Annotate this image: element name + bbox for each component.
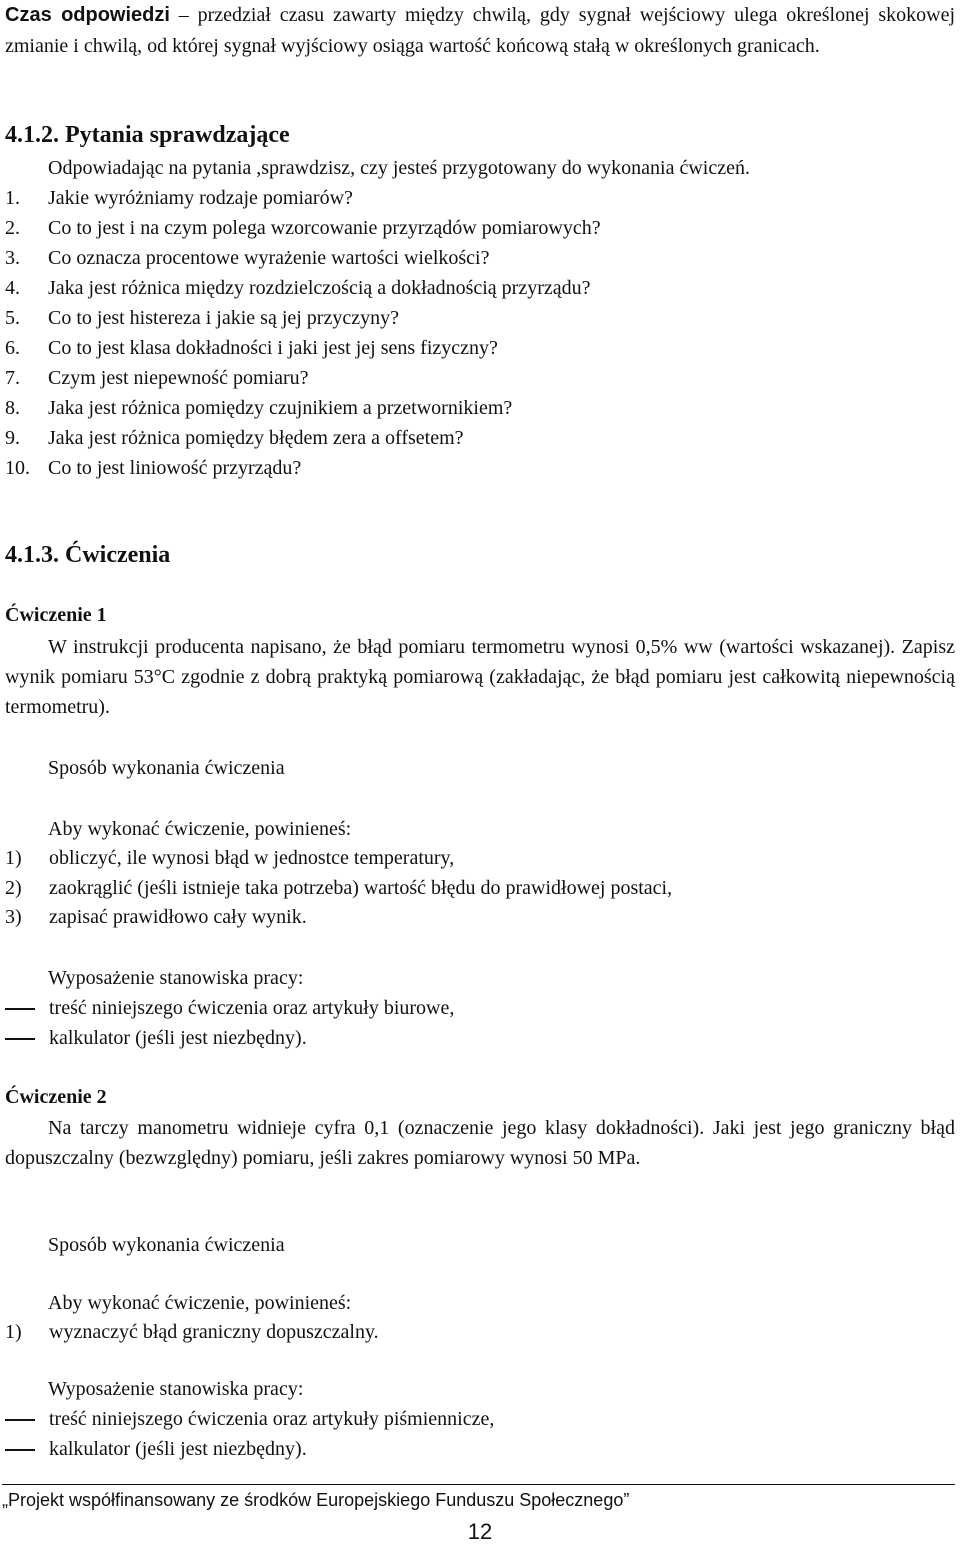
question-number: 10. <box>5 457 30 479</box>
exercise-1-body: W instrukcji producenta napisano, że błąd pomiaru termometru wynosi 0,5% ww (wartości wskazanej). Zapisz wynik pomiaru 53°C zgodnie z dobrą praktyką pomiarową (zakładając, że błąd pomiaru jest całkowitą niepewnością termometru). <box>5 636 955 718</box>
page-number: 12 <box>467 1519 493 1544</box>
question-text: Co to jest i na czym polega wzorcowanie przyrządów pomiarowych? <box>48 217 601 239</box>
step-number: 1) <box>5 1321 22 1343</box>
question-number: 4. <box>5 277 20 299</box>
step-number: 3) <box>5 906 22 928</box>
question-text: Co to jest liniowość przyrządu? <box>48 457 302 479</box>
question-item <box>5 183 353 213</box>
question-text: Jaka jest różnica pomiędzy czujnikiem a przetwornikiem? <box>48 397 513 419</box>
step-number: 2) <box>5 877 22 899</box>
footer-divider <box>2 1484 955 1485</box>
exercise-1-equipment-item <box>5 1023 307 1053</box>
exercise-2-method-heading: Sposób wykonania ćwiczenia <box>48 1234 285 1256</box>
exercise-2-body: Na tarczy manometru widnieje cyfra 0,1 (oznaczenie jego klasy dokładności). Jaki jest jego graniczny błąd dopuszczalny (bezwzględny) pomiaru, jeśli zakres pomiarowy wynosi 50 MPa. <box>5 1117 955 1169</box>
step-text: zapisać prawidłowo cały wynik. <box>49 906 307 928</box>
exercise-1-method-heading: Sposób wykonania ćwiczenia <box>48 757 285 779</box>
question-item <box>5 333 498 363</box>
exercise-1-step <box>5 873 672 903</box>
exercise-2-equipment-heading: Wyposażenie stanowiska pracy: <box>48 1378 304 1400</box>
footer-funding-note: „Projekt współfinansowany ze środków Europejskiego Funduszu Społecznego” <box>2 1490 630 1510</box>
question-item <box>5 363 309 393</box>
step-text: wyznaczyć błąd graniczny dopuszczalny. <box>49 1321 379 1343</box>
question-number: 7. <box>5 367 20 389</box>
dash-bullet <box>5 1008 35 1010</box>
question-text: Jaka jest różnica między rozdzielczością a dokładnością przyrządu? <box>48 277 591 299</box>
question-text: Jakie wyróżniamy rodzaje pomiarów? <box>48 187 353 209</box>
question-number: 9. <box>5 427 20 449</box>
definition-text: przedział czasu zawarty między chwilą, gdy sygnał wejściowy ulega określonej skokowej zmianie i chwilą, od której sygnał wyjściowy osiąga wartość końcową stałą w określonych granicach. <box>5 4 956 57</box>
question-number: 5. <box>5 307 20 329</box>
question-item <box>5 243 489 273</box>
section-heading-questions: 4.1.2. Pytania sprawdzające <box>5 122 290 148</box>
dash-bullet <box>5 1419 35 1421</box>
equipment-text: kalkulator (jeśli jest niezbędny). <box>49 1438 307 1460</box>
question-item <box>5 453 301 483</box>
question-item <box>5 303 399 333</box>
question-number: 2. <box>5 217 20 239</box>
step-text: zaokrąglić (jeśli istnieje taka potrzeba) wartość błędu do prawidłowej postaci, <box>49 877 673 899</box>
question-text: Co oznacza procentowe wyrażenie wartości wielkości? <box>48 247 490 269</box>
question-text: Czym jest niepewność pomiaru? <box>48 367 309 389</box>
exercise-2-step <box>5 1317 379 1347</box>
exercise-2-equipment-item <box>5 1434 307 1464</box>
question-text: Co to jest histereza i jakie są jej przyczyny? <box>48 307 399 329</box>
equipment-text: treść niniejszego ćwiczenia oraz artykuły biurowe, <box>49 997 455 1019</box>
question-number: 6. <box>5 337 20 359</box>
exercise-1-step <box>5 902 307 932</box>
question-number: 3. <box>5 247 20 269</box>
definition-dash: – <box>178 4 189 26</box>
question-number: 8. <box>5 397 20 419</box>
questions-lead: Odpowiadając na pytania ,sprawdzisz, czy jesteś przygotowany do wykonania ćwiczeń. <box>48 157 750 179</box>
exercise-1-equipment-item <box>5 993 454 1023</box>
question-item <box>5 213 601 243</box>
question-text: Jaka jest różnica pomiędzy błędem zera a offsetem? <box>48 427 464 449</box>
dash-bullet <box>5 1038 35 1040</box>
exercise-1-title: Ćwiczenie 1 <box>5 604 107 626</box>
question-item <box>5 393 512 423</box>
definition-paragraph <box>5 0 955 62</box>
equipment-text: treść niniejszego ćwiczenia oraz artykuły piśmiennicze, <box>49 1408 495 1430</box>
exercise-2-title: Ćwiczenie 2 <box>5 1086 107 1108</box>
exercise-1-equipment-heading: Wyposażenie stanowiska pracy: <box>48 967 304 989</box>
question-item <box>5 423 464 453</box>
question-item <box>5 273 591 303</box>
definition-term: Czas odpowiedzi <box>5 4 170 26</box>
equipment-text: kalkulator (jeśli jest niezbędny). <box>49 1027 307 1049</box>
exercise-2-equipment-item <box>5 1404 494 1434</box>
dash-bullet <box>5 1449 35 1451</box>
question-number: 1. <box>5 187 20 209</box>
question-text: Co to jest klasa dokładności i jaki jest jej sens fizyczny? <box>48 337 498 359</box>
section-heading-exercises: 4.1.3. Ćwiczenia <box>5 542 171 568</box>
exercise-1-steps-lead: Aby wykonać ćwiczenie, powinieneś: <box>48 818 352 840</box>
exercise-1-step <box>5 843 454 873</box>
exercise-2-steps-lead: Aby wykonać ćwiczenie, powinieneś: <box>48 1292 352 1314</box>
step-text: obliczyć, ile wynosi błąd w jednostce temperatury, <box>49 847 455 869</box>
step-number: 1) <box>5 847 22 869</box>
